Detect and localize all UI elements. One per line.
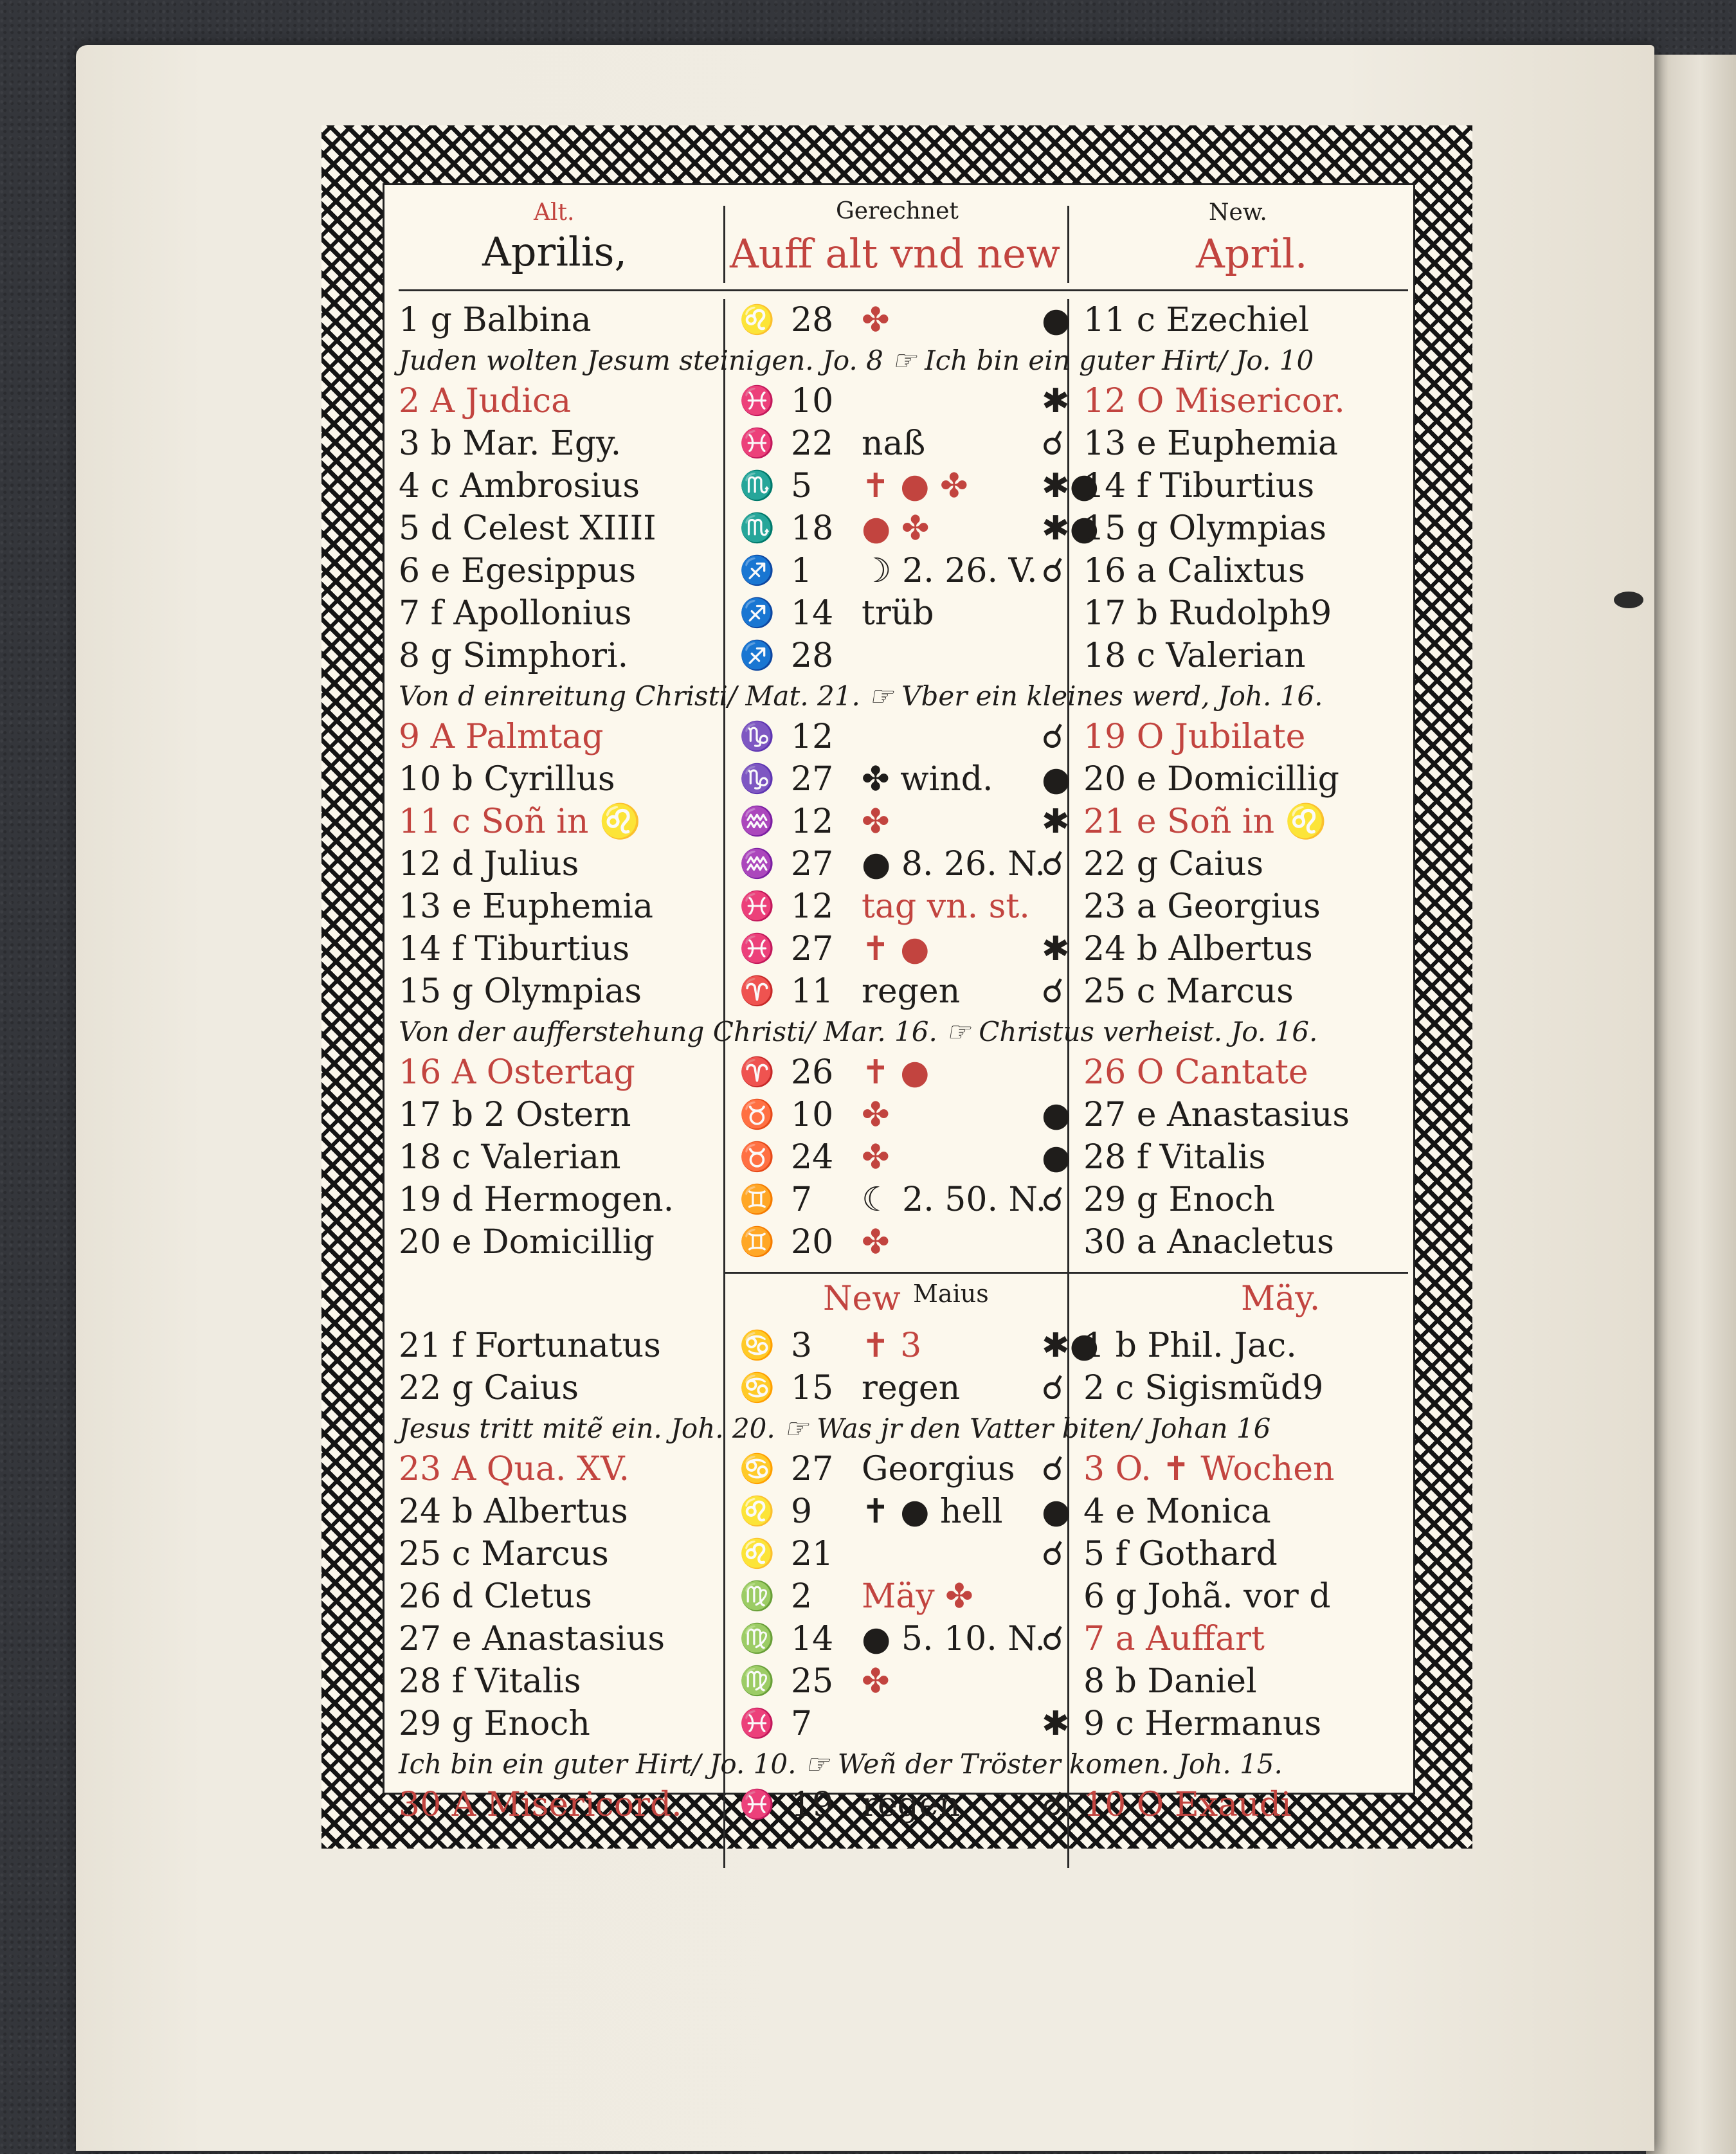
aspect-symbol-icon: ✱● <box>1042 509 1099 548</box>
new-calendar-day: 8 b Daniel <box>1083 1662 1257 1701</box>
old-month: Aprilis, <box>482 228 628 275</box>
new-calendar-day: 2 c Sigismũd9 <box>1083 1369 1324 1407</box>
calendar-row <box>399 635 1408 677</box>
zodiac-sign-icon: ♒ <box>739 805 775 838</box>
old-calendar-day: 11 c Soñ in ♌ <box>399 802 641 841</box>
weather-note: ✤ <box>862 1096 890 1134</box>
calendar-row <box>399 970 1408 1013</box>
zodiac-sign-icon: ♐ <box>739 554 775 587</box>
zodiac-sign-icon: ♌ <box>739 1537 775 1570</box>
old-calendar-day: 6 e Egesippus <box>399 552 637 590</box>
old-calendar-day: 3 b Mar. Egy. <box>399 424 622 463</box>
calendar-row <box>399 1575 1408 1618</box>
new-calendar-day: 1 b Phil. Jac. <box>1083 1326 1297 1365</box>
old-calendar-day: 4 c Ambrosius <box>399 467 640 505</box>
aspect-symbol-icon: ✱ <box>1042 802 1070 841</box>
zodiac-degree: 12 <box>791 802 834 841</box>
new-calendar-day: 3 O. ✝ Wochen <box>1083 1450 1335 1489</box>
new-calendar-day: 11 c Ezechiel <box>1083 301 1310 339</box>
zodiac-degree: 10 <box>791 382 834 421</box>
calendar-row <box>399 380 1408 422</box>
old-calendar-day: 29 g Enoch <box>399 1705 590 1743</box>
calendar-row <box>399 885 1408 928</box>
new-calendar-day: 21 e Soñ in ♌ <box>1083 802 1327 841</box>
new-calendar-day: 22 g Caius <box>1083 845 1264 883</box>
calendar-row <box>399 422 1408 465</box>
calendar-row <box>399 1448 1408 1490</box>
zodiac-degree: 10 <box>791 1096 834 1134</box>
aspect-symbol-icon: ☌ <box>1042 1450 1064 1489</box>
weather-note: tag vn. st. <box>862 887 1030 926</box>
header-rule <box>399 289 1408 291</box>
may-month: Maius <box>913 1280 989 1308</box>
weather-note: ✤ <box>862 1138 890 1177</box>
old-calendar-day: 25 c Marcus <box>399 1535 609 1573</box>
weather-note: ● 5. 10. N. <box>862 1620 1045 1658</box>
aspect-symbol-icon: ☌ <box>1042 972 1064 1011</box>
calendar-row <box>399 1490 1408 1533</box>
zodiac-degree: 25 <box>791 1662 834 1701</box>
calendar-row <box>399 1051 1408 1094</box>
new-label: New. <box>1209 199 1267 226</box>
zodiac-degree: 5 <box>791 467 813 505</box>
weather-note: ✤ <box>862 301 890 339</box>
aspect-symbol-icon: ☌ <box>1042 1181 1064 1219</box>
aspect-symbol-icon: ● <box>1042 1492 1071 1531</box>
mid-title: Auff alt vnd new <box>730 230 1060 277</box>
zodiac-sign-icon: ♋ <box>739 1329 775 1362</box>
old-calendar-day: 5 d Celest XIIII <box>399 509 656 548</box>
aspect-symbol-icon: ☌ <box>1042 718 1064 756</box>
zodiac-degree: 3 <box>791 1326 813 1365</box>
zodiac-sign-icon: ♍ <box>739 1665 775 1697</box>
new-month: April. <box>1196 230 1308 277</box>
calendar-row <box>399 716 1408 758</box>
zodiac-degree: 1 <box>791 552 813 590</box>
weather-note: ☾ 2. 50. N. <box>862 1181 1047 1219</box>
zodiac-degree: 27 <box>791 1450 834 1489</box>
facing-page-edge <box>1646 55 1736 2154</box>
aspect-symbol-icon: ✱ <box>1042 930 1070 968</box>
zodiac-sign-icon: ♊ <box>739 1226 775 1258</box>
new-calendar-day: 12 O Misericor. <box>1083 382 1345 421</box>
old-calendar-day: 17 b 2 Ostern <box>399 1096 631 1134</box>
weather-note: regen <box>862 972 961 1011</box>
old-calendar-day: 21 f Fortunatus <box>399 1326 661 1365</box>
aspect-symbol-icon: ☌ <box>1042 1786 1064 1824</box>
zodiac-sign-icon: ♋ <box>739 1371 775 1404</box>
old-calendar-day: 27 e Anastasius <box>399 1620 665 1658</box>
mid-label: Gerechnet <box>836 198 959 224</box>
calendar-row <box>399 758 1408 801</box>
weather-note: ✝ 3 <box>862 1326 922 1365</box>
calendar-row <box>399 550 1408 592</box>
zodiac-sign-icon: ♓ <box>739 385 775 417</box>
calendar-row <box>399 1784 1408 1826</box>
zodiac-sign-icon: ♓ <box>739 1707 775 1740</box>
calendar-row <box>399 507 1408 550</box>
aspect-symbol-icon: ☌ <box>1042 552 1064 590</box>
binding-hole <box>1614 592 1643 608</box>
calendar-row <box>399 801 1408 843</box>
old-calendar-day: 26 d Cletus <box>399 1577 592 1616</box>
old-calendar-day: 24 b Albertus <box>399 1492 628 1531</box>
new-calendar-day: 26 O Cantate <box>1083 1053 1308 1092</box>
aspect-symbol-icon: ✱● <box>1042 1326 1099 1365</box>
zodiac-degree: 22 <box>791 424 834 463</box>
zodiac-degree: 20 <box>791 1223 834 1262</box>
aspect-symbol-icon: ☌ <box>1042 845 1064 883</box>
aspect-symbol-icon: ☌ <box>1042 1535 1064 1573</box>
new-calendar-day: 20 e Domicillig <box>1083 760 1339 799</box>
calendar-row <box>399 1179 1408 1221</box>
weather-note: ● 8. 26. N. <box>862 845 1045 883</box>
zodiac-degree: 24 <box>791 1138 834 1177</box>
old-calendar-day: 20 e Domicillig <box>399 1223 655 1262</box>
zodiac-sign-icon: ♑ <box>739 720 775 753</box>
zodiac-sign-icon: ♊ <box>739 1183 775 1216</box>
weather-note: ✝ ● hell <box>862 1492 1003 1531</box>
calendar-row <box>399 1136 1408 1179</box>
new-calendar-day: 15 g Olympias <box>1083 509 1327 548</box>
calendar-row <box>399 592 1408 635</box>
zodiac-sign-icon: ♐ <box>739 597 775 629</box>
gospel-reading: Jesus tritt mitẽ ein. Joh. 20. ☞ Was jr den Vatter biten/ Johan 16 <box>399 1413 1271 1444</box>
new-calendar-day: 23 a Georgius <box>1083 887 1321 926</box>
new-calendar-day: 24 b Albertus <box>1083 930 1313 968</box>
header-divider-left <box>723 206 725 283</box>
new-calendar-day: 29 g Enoch <box>1083 1181 1275 1219</box>
zodiac-degree: 9 <box>791 1492 813 1531</box>
old-calendar-day: 7 f Apollonius <box>399 594 632 633</box>
zodiac-sign-icon: ♏ <box>739 512 775 545</box>
calendar-row <box>399 299 1408 341</box>
old-calendar-day: 12 d Julius <box>399 845 579 883</box>
aspect-symbol-icon: ✱ <box>1042 382 1070 421</box>
zodiac-degree: 14 <box>791 1620 834 1658</box>
weather-note: ✝ ● <box>862 1053 930 1092</box>
new-calendar-day: 5 f Gothard <box>1083 1535 1278 1573</box>
zodiac-degree: 27 <box>791 930 834 968</box>
gospel-reading: Juden wolten Jesum steinigen. Jo. 8 ☞ Ich bin ein guter Hirt/ Jo. 10 <box>399 345 1314 376</box>
aspect-symbol-icon: ● <box>1042 301 1071 339</box>
weather-note: ☽ 2. 26. V. <box>862 552 1038 590</box>
weather-note: ● ✤ <box>862 509 930 548</box>
calendar-header <box>399 193 1408 289</box>
aspect-symbol-icon: ✱ <box>1042 1705 1070 1743</box>
zodiac-degree: 7 <box>791 1181 813 1219</box>
zodiac-sign-icon: ♒ <box>739 847 775 880</box>
zodiac-degree: 28 <box>791 301 834 339</box>
calendar-row <box>399 1221 1408 1263</box>
new-calendar-day: 6 g Johã. vor d <box>1083 1577 1331 1616</box>
weather-note: Georgius <box>862 1450 1015 1489</box>
new-calendar-day: 4 e Monica <box>1083 1492 1271 1531</box>
calendar-row <box>399 1703 1408 1745</box>
new-calendar-day: 7 a Auffart <box>1083 1620 1265 1658</box>
new-calendar-day: 9 c Hermanus <box>1083 1705 1322 1743</box>
old-calendar-day: 10 b Cyrillus <box>399 760 615 799</box>
zodiac-sign-icon: ♏ <box>739 469 775 502</box>
new-calendar-day: 27 e Anastasius <box>1083 1096 1350 1134</box>
new-calendar-day: 16 a Calixtus <box>1083 552 1305 590</box>
weather-note: trüb <box>862 594 934 633</box>
zodiac-sign-icon: ♈ <box>739 1056 775 1089</box>
zodiac-degree: 2 <box>791 1577 813 1616</box>
zodiac-degree: 7 <box>791 1705 813 1743</box>
weather-note: ✝ ● <box>862 930 930 968</box>
zodiac-sign-icon: ♐ <box>739 639 775 672</box>
zodiac-degree: 27 <box>791 845 834 883</box>
may-label: Mäy. <box>1241 1280 1321 1318</box>
may-header-rule <box>723 1272 1408 1274</box>
calendar-row <box>399 1533 1408 1575</box>
calendar-row <box>399 1325 1408 1367</box>
calendar-row <box>399 1367 1408 1409</box>
old-calendar-day: 2 A Judica <box>399 382 572 421</box>
gospel-reading: Ich bin ein guter Hirt/ Jo. 10. ☞ Weñ der Tröster komen. Joh. 15. <box>399 1748 1283 1780</box>
new-calendar-day: 28 f Vitalis <box>1083 1138 1266 1177</box>
aspect-symbol-icon: ☌ <box>1042 424 1064 463</box>
old-calendar-day: 19 d Hermogen. <box>399 1181 674 1219</box>
may-header <box>746 1280 1408 1325</box>
weather-note: regen <box>862 1786 961 1824</box>
weather-note: ✤ wind. <box>862 760 993 799</box>
new-calendar-day: 17 b Rudolph9 <box>1083 594 1332 633</box>
zodiac-degree: 11 <box>791 972 834 1011</box>
zodiac-degree: 12 <box>791 887 834 926</box>
zodiac-degree: 14 <box>791 594 834 633</box>
calendar-table <box>399 193 1408 1865</box>
new-calendar-day: 30 a Anacletus <box>1083 1223 1334 1262</box>
zodiac-sign-icon: ♓ <box>739 427 775 460</box>
old-calendar-day: 23 A Qua. XV. <box>399 1450 629 1489</box>
aspect-symbol-icon: ● <box>1042 760 1071 799</box>
header-divider-right <box>1067 206 1069 283</box>
old-calendar-day: 15 g Olympias <box>399 972 642 1011</box>
old-calendar-day: 9 A Palmtag <box>399 718 604 756</box>
old-calendar-day: 8 g Simphori. <box>399 637 629 675</box>
zodiac-sign-icon: ♉ <box>739 1141 775 1173</box>
new-calendar-day: 18 c Valerian <box>1083 637 1306 675</box>
zodiac-degree: 28 <box>791 637 834 675</box>
calendar-row <box>399 465 1408 507</box>
zodiac-degree: 15 <box>791 1369 834 1407</box>
calendar-row <box>399 1618 1408 1660</box>
calendar-row <box>399 843 1408 885</box>
gospel-reading: Von der aufferstehung Christi/ Mar. 16. ☞ Christus verheist. Jo. 16. <box>399 1016 1318 1047</box>
aspect-symbol-icon: ● <box>1042 1138 1071 1177</box>
zodiac-degree: 12 <box>791 718 834 756</box>
old-calendar-day: 22 g Caius <box>399 1369 579 1407</box>
zodiac-sign-icon: ♉ <box>739 1098 775 1131</box>
zodiac-degree: 27 <box>791 760 834 799</box>
zodiac-degree: 19 <box>791 1786 834 1824</box>
old-calendar-day: 1 g Balbina <box>399 301 592 339</box>
calendar-row <box>399 928 1408 970</box>
weather-note: ✤ <box>862 802 890 841</box>
zodiac-degree: 26 <box>791 1053 834 1092</box>
weather-note: naß <box>862 424 926 463</box>
aspect-symbol-icon: ☌ <box>1042 1620 1064 1658</box>
new-calendar-day: 10 O Exaudi <box>1083 1786 1292 1824</box>
old-calendar-day: 16 A Ostertag <box>399 1053 635 1092</box>
may-new-label: New <box>823 1280 901 1318</box>
old-label: Alt. <box>534 199 575 226</box>
zodiac-sign-icon: ♌ <box>739 1495 775 1528</box>
gospel-reading: Von d einreitung Christi/ Mat. 21. ☞ Vber ein kleines werd, Joh. 16. <box>399 680 1323 712</box>
old-calendar-day: 30 A Misericord. <box>399 1786 682 1824</box>
zodiac-sign-icon: ♌ <box>739 303 775 336</box>
zodiac-sign-icon: ♓ <box>739 890 775 923</box>
weather-note: regen <box>862 1369 961 1407</box>
new-calendar-day: 19 O Jubilate <box>1083 718 1306 756</box>
old-calendar-day: 28 f Vitalis <box>399 1662 581 1701</box>
zodiac-sign-icon: ♓ <box>739 932 775 965</box>
weather-note: ✝ ● ✤ <box>862 467 968 505</box>
zodiac-sign-icon: ♈ <box>739 975 775 1008</box>
weather-note: Mäy ✤ <box>862 1577 973 1616</box>
zodiac-sign-icon: ♓ <box>739 1788 775 1821</box>
zodiac-sign-icon: ♍ <box>739 1622 775 1655</box>
zodiac-sign-icon: ♑ <box>739 763 775 795</box>
zodiac-sign-icon: ♍ <box>739 1580 775 1613</box>
calendar-row <box>399 1094 1408 1136</box>
calendar-row <box>399 1660 1408 1703</box>
old-calendar-day: 14 f Tiburtius <box>399 930 630 968</box>
zodiac-degree: 18 <box>791 509 834 548</box>
aspect-symbol-icon: ✱● <box>1042 467 1099 505</box>
aspect-symbol-icon: ☌ <box>1042 1369 1064 1407</box>
old-calendar-day: 13 e Euphemia <box>399 887 653 926</box>
new-calendar-day: 25 c Marcus <box>1083 972 1294 1011</box>
zodiac-sign-icon: ♋ <box>739 1453 775 1485</box>
weather-note: ✤ <box>862 1223 890 1262</box>
old-calendar-day: 18 c Valerian <box>399 1138 621 1177</box>
new-calendar-day: 13 e Euphemia <box>1083 424 1338 463</box>
aspect-symbol-icon: ● <box>1042 1096 1071 1134</box>
zodiac-degree: 21 <box>791 1535 834 1573</box>
weather-note: ✤ <box>862 1662 890 1701</box>
new-calendar-day: 14 f Tiburtius <box>1083 467 1315 505</box>
